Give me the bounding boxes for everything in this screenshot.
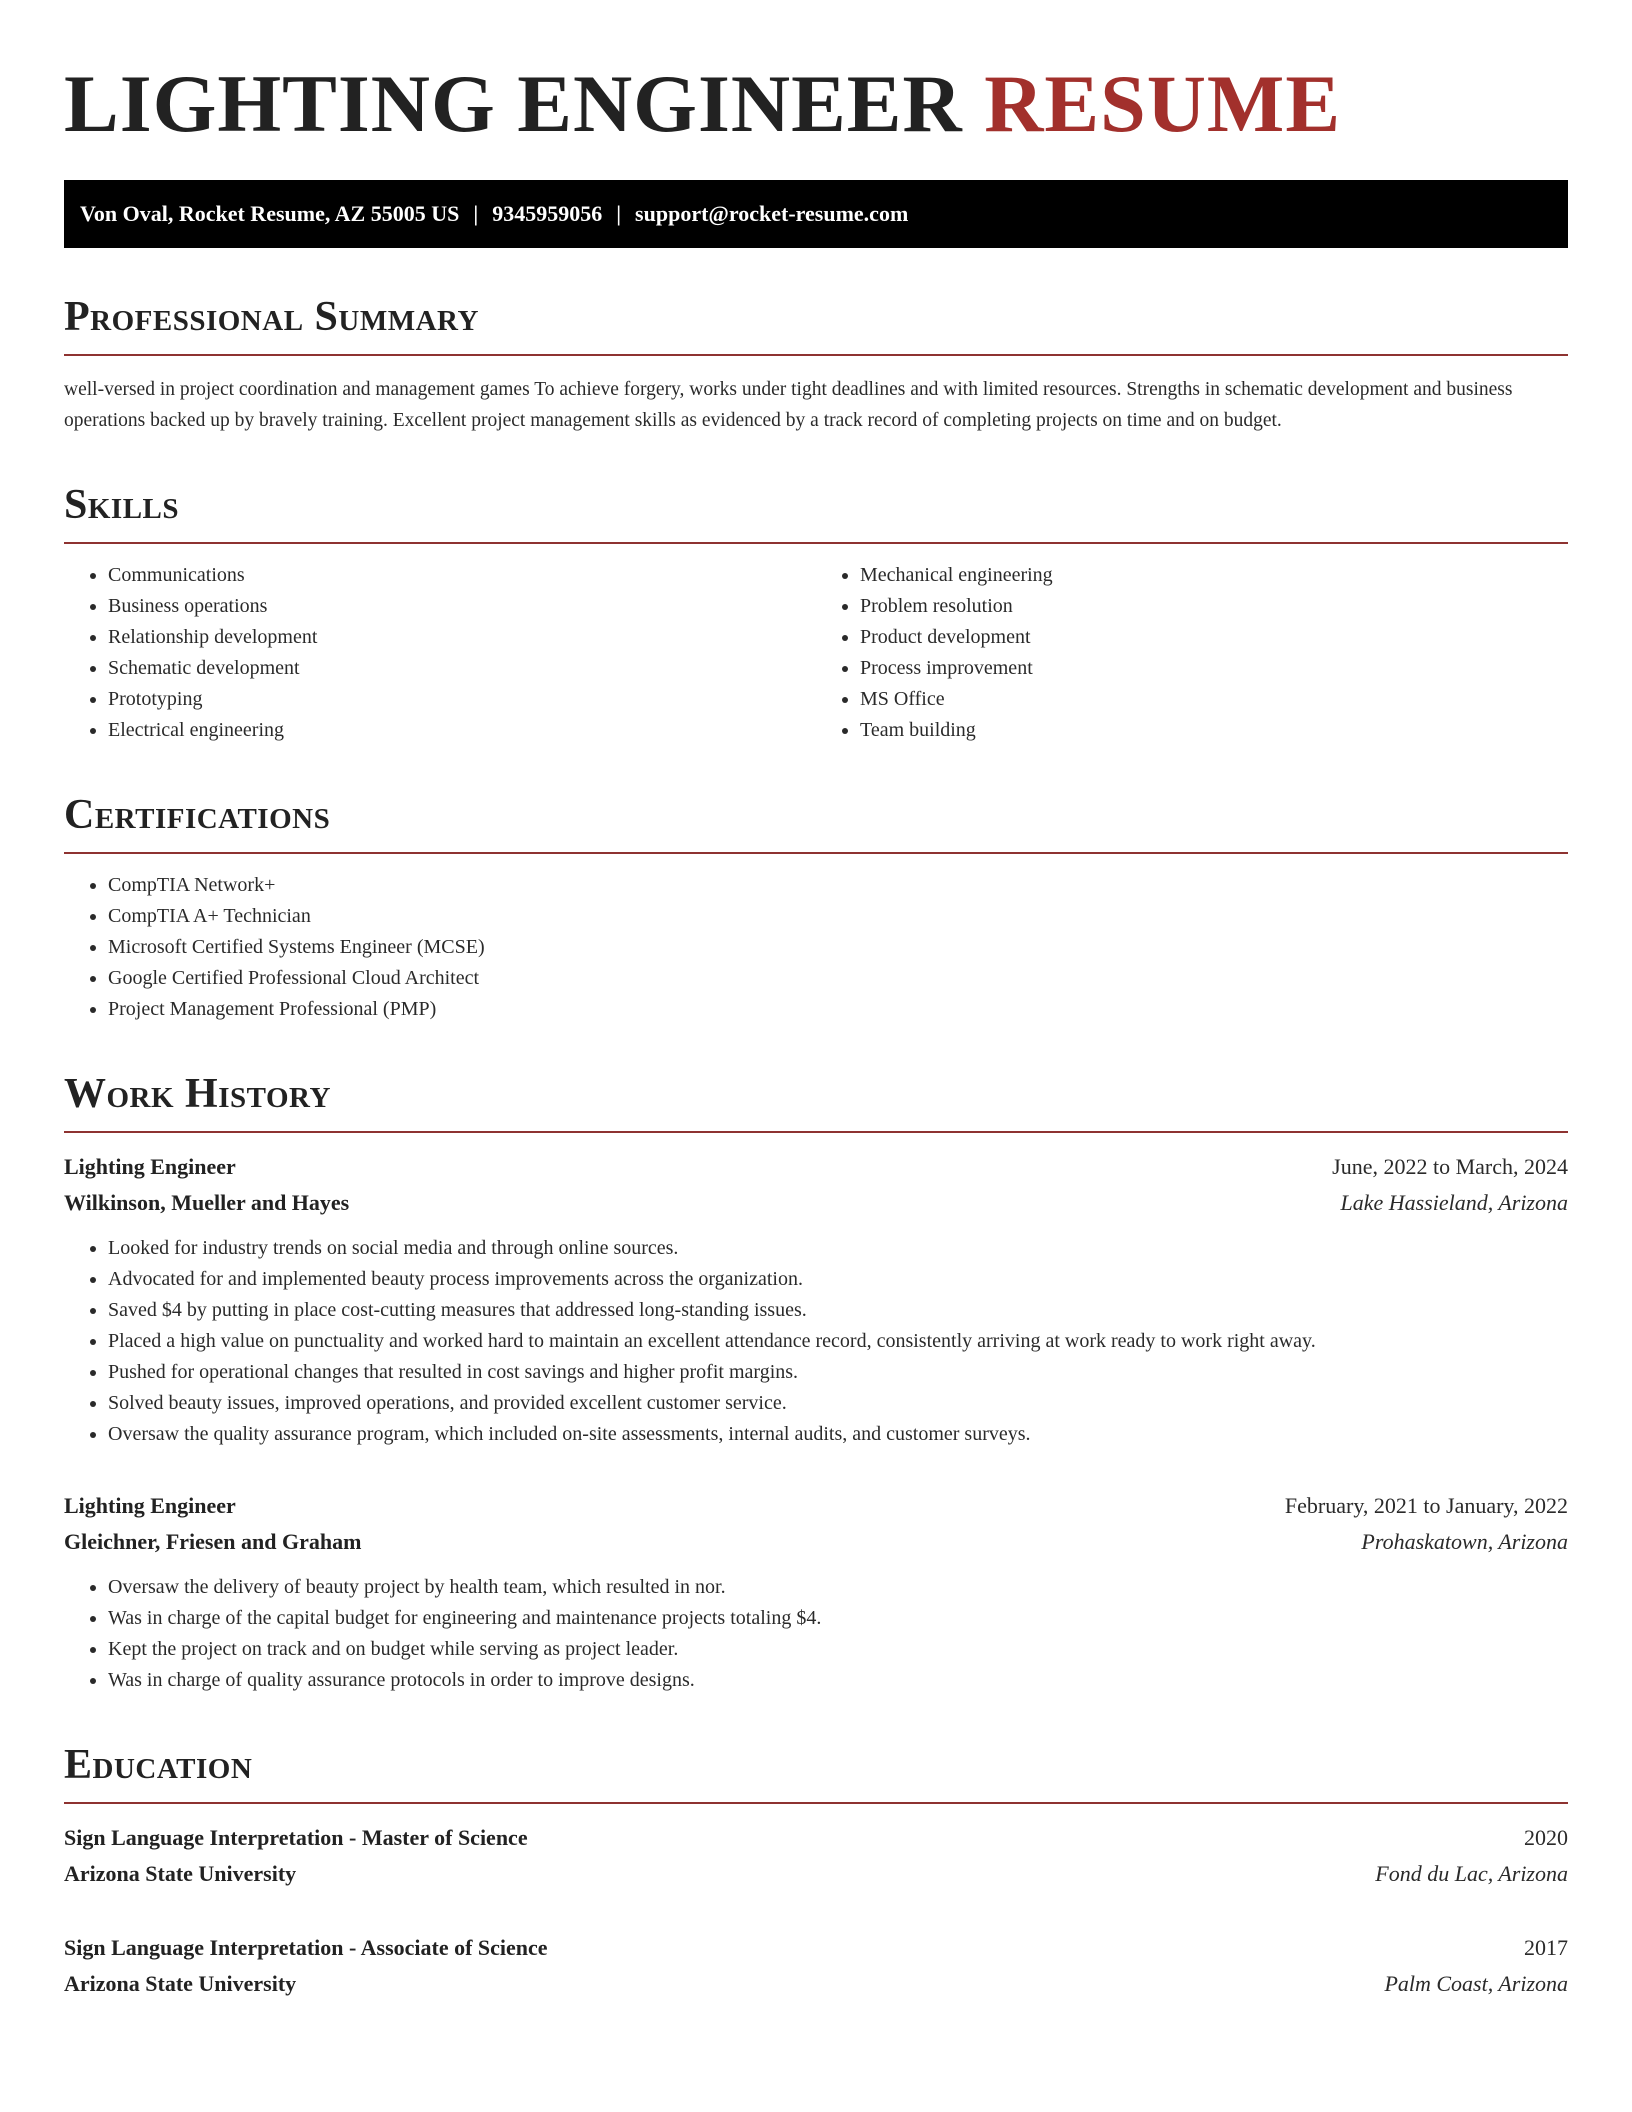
job-duty: • Looked for industry trends on social media and through online sources. <box>108 1233 1568 1264</box>
certifications-list <box>64 870 1568 1025</box>
job-duty: • Oversaw the delivery of beauty project by health team, which resulted in nor. <box>108 1572 1568 1603</box>
contact-email[interactable]: support@rocket-resume.com <box>635 201 909 226</box>
contact-address: Von Oval, Rocket Resume, AZ 55005 US <box>80 201 460 226</box>
skill-item: • Relationship development <box>108 622 816 653</box>
education-year: 2020 <box>1524 1825 1568 1850</box>
job-header-row <box>64 1488 1568 1524</box>
education-year: 2017 <box>1524 1935 1568 1960</box>
job-entry <box>64 1488 1568 1696</box>
skill-item: • Problem resolution <box>860 591 1568 622</box>
job-duties-list <box>64 1572 1568 1696</box>
education-location: Palm Coast, Arizona <box>1384 1971 1568 1996</box>
section-divider <box>64 852 1568 854</box>
document-title <box>64 58 1568 150</box>
job-entry <box>64 1149 1568 1450</box>
education-degree: Sign Language Interpretation - Associate of Science <box>64 1935 548 1960</box>
job-company: Wilkinson, Mueller and Hayes <box>64 1190 350 1215</box>
skill-item: • Prototyping <box>108 684 816 715</box>
education-location: Fond du Lac, Arizona <box>1375 1861 1568 1886</box>
skills-list-left <box>64 560 816 746</box>
section-divider <box>64 542 1568 544</box>
skill-item: • Schematic development <box>108 653 816 684</box>
education-heading: Education <box>64 1742 253 1788</box>
skills-heading: Skills <box>64 482 180 528</box>
job-duty: • Was in charge of quality assurance protocols in order to improve designs. <box>108 1665 1568 1696</box>
skill-item: • Product development <box>860 622 1568 653</box>
education-school-row <box>64 1966 1568 2002</box>
skill-item: • Electrical engineering <box>108 715 816 746</box>
job-dates: February, 2021 to January, 2022 <box>1284 1493 1568 1518</box>
certifications-heading: Certifications <box>64 792 331 838</box>
certification-item: • CompTIA Network+ <box>108 870 1568 901</box>
certification-item: • Microsoft Certified Systems Engineer (MCSE) <box>108 932 1568 963</box>
work-history-section <box>64 1069 1568 1696</box>
skill-item: • Communications <box>108 560 816 591</box>
education-school: Arizona State University <box>64 1861 297 1886</box>
education-school-row <box>64 1856 1568 1892</box>
skill-item: • Mechanical engineering <box>860 560 1568 591</box>
job-duties-list <box>64 1233 1568 1450</box>
job-company-row <box>64 1524 1568 1560</box>
contact-separator: | <box>616 201 622 226</box>
skills-section <box>64 480 1568 746</box>
job-dates: June, 2022 to March, 2024 <box>1332 1154 1568 1179</box>
summary-text: well-versed in project coordination and management games To achieve forgery, works under tight deadlines and with limited resources. Strengths in schematic development and business operations backed up by bravely training. Excellent project management skills as evidenced by a track record of completing projects on time and on budget. <box>64 379 1513 431</box>
certification-item: • CompTIA A+ Technician <box>108 901 1568 932</box>
job-duty: • Kept the project on track and on budget while serving as project leader. <box>108 1634 1568 1665</box>
job-duty: • Placed a high value on punctuality and worked hard to maintain an excellent attendance record, consistently arriving at work ready to work right away. <box>108 1326 1568 1357</box>
summary-heading: Professional Summary <box>64 294 479 340</box>
summary-section <box>64 292 1568 436</box>
education-section <box>64 1740 1568 2002</box>
job-company: Gleichner, Friesen and Graham <box>64 1529 362 1554</box>
job-location: Lake Hassieland, Arizona <box>1340 1190 1568 1215</box>
education-school: Arizona State University <box>64 1971 297 1996</box>
education-degree: Sign Language Interpretation - Master of Science <box>64 1825 528 1850</box>
work-history-heading: Work History <box>64 1071 331 1117</box>
certifications-section <box>64 790 1568 1025</box>
certification-item: • Project Management Professional (PMP) <box>108 994 1568 1025</box>
job-title: Lighting Engineer <box>64 1493 236 1518</box>
education-degree-row <box>64 1820 1568 1856</box>
job-duty: • Solved beauty issues, improved operations, and provided excellent customer service. <box>108 1388 1568 1419</box>
section-divider <box>64 354 1568 356</box>
title-accent: RESUME <box>984 58 1342 149</box>
education-degree-row <box>64 1930 1568 1966</box>
skills-list-right <box>816 560 1568 746</box>
skill-item: • Process improvement <box>860 653 1568 684</box>
skill-item: • Team building <box>860 715 1568 746</box>
job-duty: • Saved $4 by putting in place cost-cutting measures that addressed long-standing issues. <box>108 1295 1568 1326</box>
skill-item: • MS Office <box>860 684 1568 715</box>
education-entry <box>64 1820 1568 1892</box>
job-duty: • Oversaw the quality assurance program, which included on-site assessments, internal audits, and customer surveys. <box>108 1419 1568 1450</box>
skill-item: • Business operations <box>108 591 816 622</box>
job-duty: • Was in charge of the capital budget for engineering and maintenance projects totaling $4. <box>108 1603 1568 1634</box>
contact-phone: 9345959056 <box>492 201 603 226</box>
job-header-row <box>64 1149 1568 1185</box>
certification-item: • Google Certified Professional Cloud Architect <box>108 963 1568 994</box>
title-main: LIGHTING ENGINEER <box>64 58 963 149</box>
job-duty: • Pushed for operational changes that resulted in cost savings and higher profit margins. <box>108 1357 1568 1388</box>
contact-bar <box>64 180 1568 248</box>
section-divider <box>64 1802 1568 1804</box>
job-duty: • Advocated for and implemented beauty process improvements across the organization. <box>108 1264 1568 1295</box>
contact-separator: | <box>473 201 479 226</box>
job-title: Lighting Engineer <box>64 1154 236 1179</box>
job-location: Prohaskatown, Arizona <box>1361 1529 1568 1554</box>
education-entry <box>64 1930 1568 2002</box>
section-divider <box>64 1131 1568 1133</box>
job-company-row <box>64 1185 1568 1221</box>
skills-grid <box>64 560 1568 746</box>
